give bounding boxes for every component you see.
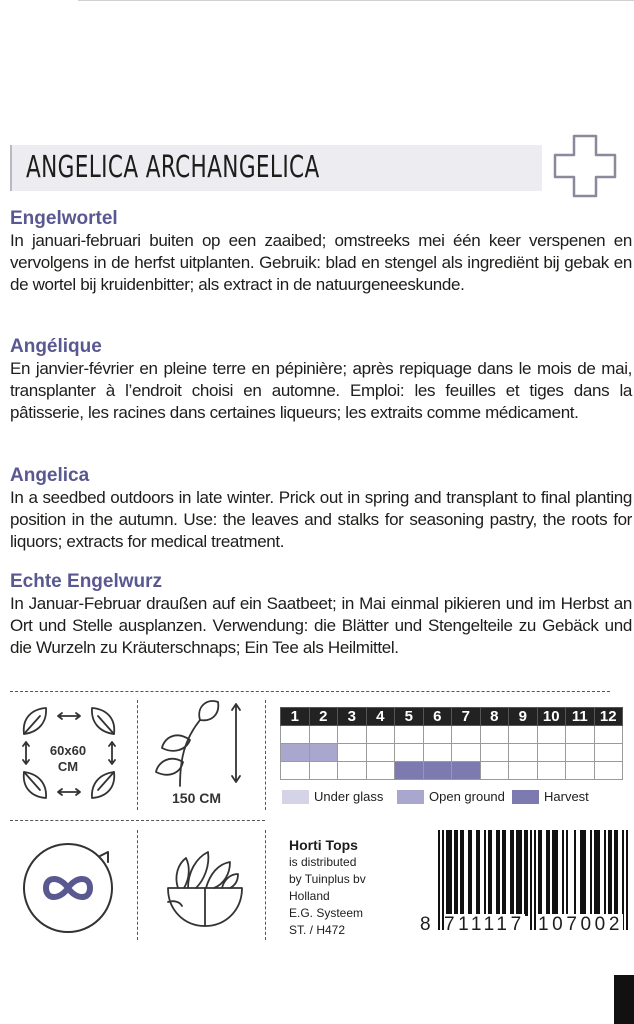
month-label: 2: [309, 708, 338, 726]
calendar-cell: [366, 726, 395, 744]
barcode-bar: [548, 830, 550, 916]
calendar-cell: [537, 762, 566, 780]
distributor-line: by Tuinplus bv: [289, 872, 366, 886]
species-title: ANGELICA ARCHANGELICA: [26, 150, 320, 185]
barcode-bar: [518, 830, 520, 916]
section-heading: Angélique: [10, 336, 102, 357]
calendar-cell: [309, 762, 338, 780]
barcode-left-group: 711117: [444, 914, 525, 935]
barcode-digits: [420, 914, 632, 938]
month-label: 12: [594, 708, 623, 726]
legend-label: Under glass: [314, 789, 384, 804]
barcode-bar: [610, 830, 612, 916]
calendar-cell: [338, 762, 367, 780]
calendar-cell: [480, 762, 509, 780]
section-text: En janvier-février en pleine terre en pépinière; après repiquage dans le mois de mai, transplanter à l’endroit choisi en automne. Emploi: les feuilles et tiges dans la pâtisserie, les racines dans certaines liqueurs; les extraits comme médicament.: [10, 359, 632, 422]
barcode-bar: [552, 830, 554, 916]
legend-swatch: [512, 790, 539, 804]
barcode-bar: [498, 830, 500, 916]
month-label: 7: [452, 708, 481, 726]
barcode-bar: [456, 830, 458, 916]
distributor-line: ST. / H472: [289, 923, 346, 937]
calendar-cell: [480, 726, 509, 744]
month-label: 9: [509, 708, 538, 726]
calendar-cell: [594, 762, 623, 780]
calendar-cell: [423, 726, 452, 744]
month-label: 11: [566, 708, 595, 726]
barcode-bar: [596, 830, 598, 916]
calendar-cell: [537, 726, 566, 744]
divider-dashed: [10, 820, 265, 821]
barcode-bar: [616, 830, 618, 916]
calendar-cell: [452, 762, 481, 780]
calendar-row-under-glass: [281, 726, 623, 744]
corner-registration-mark: [614, 975, 634, 1024]
barcode-bar: [580, 830, 582, 916]
calendar-cell: [594, 726, 623, 744]
calendar-cell: [281, 726, 310, 744]
legend-harvest: [512, 789, 589, 804]
legend-under-glass: [282, 789, 383, 804]
barcode-bar: [446, 830, 448, 916]
month-label: 1: [281, 708, 310, 726]
distributor-line: Holland: [289, 889, 330, 903]
calendar-cell: [338, 744, 367, 762]
section-heading: Echte Engelwurz: [10, 571, 163, 592]
month-label: 5: [395, 708, 424, 726]
barcode-bar: [608, 830, 610, 916]
barcode-bar: [538, 830, 540, 916]
calendar-cell: [281, 762, 310, 780]
barcode-bar: [540, 830, 542, 916]
divider-dashed: [265, 700, 266, 810]
distributor-line: is distributed: [289, 855, 357, 869]
barcode-bar: [448, 830, 450, 916]
section-heading: Angelica: [10, 465, 90, 486]
section-dutch: [10, 208, 632, 296]
barcode-bar: [520, 830, 522, 916]
month-label: 4: [366, 708, 395, 726]
calendar-cell: [566, 726, 595, 744]
sowing-calendar: [280, 707, 623, 780]
section-french: [10, 336, 632, 424]
calendar-cell: [423, 744, 452, 762]
brand-name: Horti Tops: [289, 837, 358, 853]
calendar-cell: [395, 726, 424, 744]
calendar-cell: [423, 762, 452, 780]
barcode-bar: [594, 830, 596, 916]
calendar-row-open-ground: [281, 744, 623, 762]
legend-label: Harvest: [544, 789, 589, 804]
title-band: [10, 145, 542, 191]
distributor-line: E.G. Systeem: [289, 906, 364, 920]
section-heading: Engelwortel: [10, 208, 118, 229]
spacing-value: 60x60: [49, 743, 87, 758]
barcode-bar: [556, 830, 558, 916]
barcode-bar: [512, 830, 514, 916]
barcode-bar: [614, 830, 616, 916]
distributor-info: [289, 836, 366, 939]
barcode-lead-digit: 8: [420, 914, 431, 935]
legend-label: Open ground: [429, 789, 505, 804]
barcode-bar: [510, 830, 512, 916]
calendar-row-harvest: [281, 762, 623, 780]
barcode-bar: [470, 830, 472, 916]
calendar-cell: [338, 726, 367, 744]
barcode-bar: [502, 830, 504, 916]
barcode-bar: [450, 830, 452, 916]
barcode-bar: [488, 830, 490, 916]
barcode-bar: [604, 830, 606, 916]
spacing-unit: CM: [57, 759, 79, 774]
calendar-cell: [452, 744, 481, 762]
divider-dashed: [10, 691, 610, 692]
legend-swatch: [397, 790, 424, 804]
calendar-cell: [309, 726, 338, 744]
calendar-cell: [395, 744, 424, 762]
calendar-cell: [281, 744, 310, 762]
barcode-bar: [462, 830, 464, 916]
divider-dashed: [265, 830, 266, 940]
height-label: 150 CM: [172, 790, 222, 806]
calendar-cell: [366, 744, 395, 762]
month-label: 6: [423, 708, 452, 726]
barcode-bar: [476, 830, 478, 916]
calendar-cell: [594, 744, 623, 762]
barcode-bar: [468, 830, 470, 916]
calendar-cell: [452, 726, 481, 744]
month-label: 10: [537, 708, 566, 726]
section-text: In a seedbed outdoors in late winter. Prick out in spring and transplant to final planting position in the autumn. Use: the leaves and stalks for seasoning pastry, the roots for liquors; extracts for medical treatment.: [10, 488, 632, 551]
top-divider: [78, 0, 634, 1]
calendar-cell: [537, 744, 566, 762]
barcode-bar: [566, 830, 568, 916]
calendar-cell: [509, 762, 538, 780]
calendar-months-row: [281, 708, 623, 726]
plus-cross-icon: [552, 133, 618, 199]
barcode-bar: [516, 830, 518, 916]
legend-open-ground: [397, 789, 505, 804]
barcode-bar: [490, 830, 492, 916]
barcode-right-group: 107002: [538, 914, 624, 935]
barcode-bar: [526, 830, 528, 916]
plant-height-icon: [150, 700, 255, 788]
calendar-cell: [566, 744, 595, 762]
barcode-bar: [546, 830, 548, 916]
calendar-cell: [395, 762, 424, 780]
barcode-bar: [582, 830, 584, 916]
calendar-cell: [509, 744, 538, 762]
section-german: [10, 571, 632, 659]
barcode-bar: [554, 830, 556, 916]
month-label: 8: [480, 708, 509, 726]
section-english: [10, 465, 632, 553]
barcode-bar: [524, 830, 526, 916]
barcode-bar: [590, 830, 592, 916]
barcode-bar: [496, 830, 498, 916]
calendar-cell: [566, 762, 595, 780]
barcode-bar: [598, 830, 600, 916]
herb-bowl-icon: [160, 842, 250, 932]
legend-swatch: [282, 790, 309, 804]
calendar-cell: [509, 726, 538, 744]
barcode-bar: [484, 830, 486, 916]
divider-dashed: [137, 830, 138, 940]
barcode-bar: [460, 830, 462, 916]
perennial-infinity-icon: [18, 836, 118, 936]
barcode-bar: [584, 830, 586, 916]
barcode-bar: [478, 830, 480, 916]
spacing-label: [38, 743, 98, 775]
barcode-bar: [562, 830, 564, 916]
barcode-bar: [574, 830, 576, 916]
section-text: In januari-februari buiten op een zaaibed; omstreeks mei één keer verspenen en vervolgens in de herfst uitplanten. Gebruik: blad en stengel als ingrediënt bij gebak en de wortel bij kruidenbitter; als extract in de natuurgeneeskunde.: [10, 231, 632, 294]
month-label: 3: [338, 708, 367, 726]
calendar-cell: [366, 762, 395, 780]
section-text: In Januar-Februar draußen auf ein Saatbeet; in Mai einmal pikieren und im Herbst an Ort und Stelle ausplanzen. Verwendung: die Blätter und Stengelteile zu Gebäck und die Wurzeln zu Kräuterschnaps; Ein Tee als Heilmittel.: [10, 594, 632, 657]
calendar-cell: [309, 744, 338, 762]
barcode-bar: [504, 830, 506, 916]
divider-dashed: [137, 700, 138, 810]
calendar-cell: [480, 744, 509, 762]
barcode-bar: [454, 830, 456, 916]
